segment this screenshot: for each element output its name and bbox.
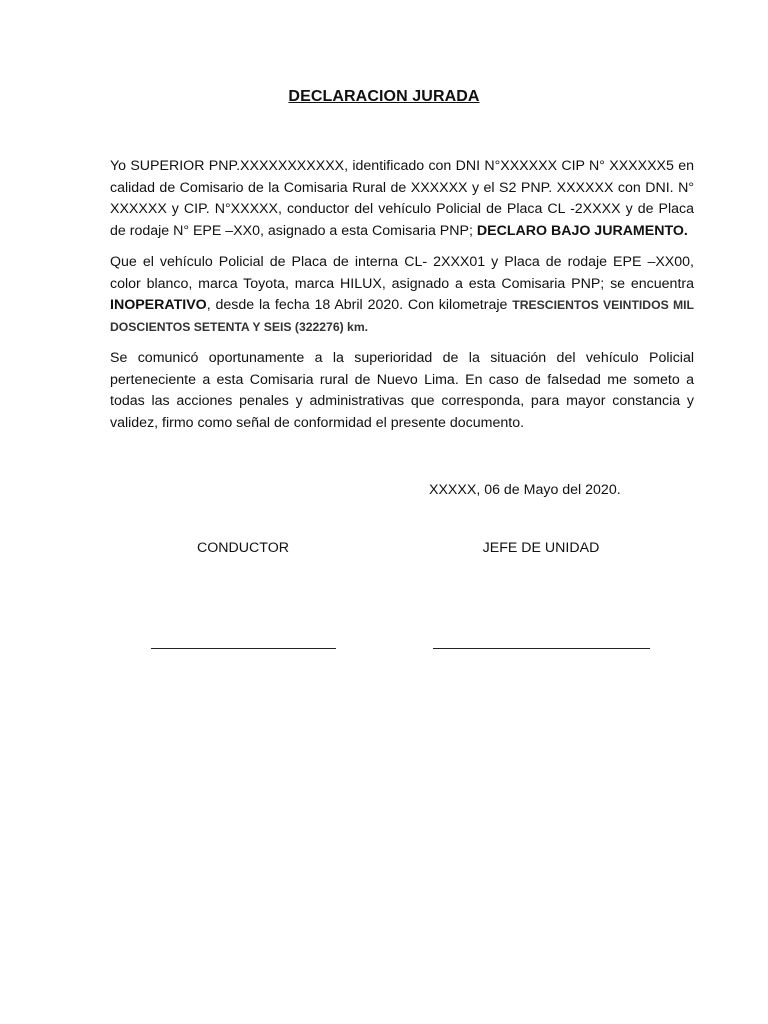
signature-line-jefe xyxy=(433,648,650,649)
paragraph-vehicle-mileage: TRESCIENTOS VEINTIDOS MIL DOSCIENTOS SETENTA Y SEIS (322276) km. xyxy=(110,298,694,334)
signature-line-conductor xyxy=(151,648,336,649)
paragraph-vehicle xyxy=(110,252,694,338)
paragraph-communication: Se comunicó oportunamente a la superioridad de la situación del vehículo Policial perteneciente a esta Comisaria rural de Nuevo Lima. En caso de falsedad me someto a todas las acciones penales y administrativas que corresponda, para mayor constancia y validez, firmo como señal de conformidad el presente documento. xyxy=(110,350,694,431)
paragraph-vehicle-status: INOPERATIVO xyxy=(110,297,207,313)
document-body xyxy=(110,156,694,444)
paragraph-declaration xyxy=(110,156,694,242)
signature-label-jefe: JEFE DE UNIDAD xyxy=(482,540,600,556)
document-title: DECLARACION JURADA xyxy=(288,88,480,105)
place-date: XXXXX, 06 de Mayo del 2020. xyxy=(429,482,621,498)
paragraph-declaration-text: Yo SUPERIOR PNP.XXXXXXXXXXX, identificado con DNI N°XXXXXX CIP N° XXXXXX5 en calidad de Comisario de la Comisaria Rural de XXXXXX y el S2 PNP. XXXXXX con DNI. N° XXXXXX y CIP. N°XXXXX, conductor del vehículo Policial de Placa CL -2XXXX y de Placa de rodaje N° EPE –XX0, asignado a esta Comisaria PNP; xyxy=(110,158,694,239)
paragraph-vehicle-text-b: , desde la fecha 18 Abril 2020. Con kilometraje xyxy=(206,297,513,313)
paragraph-declaration-bold: DECLARO BAJO JURAMENTO. xyxy=(476,222,688,239)
paragraph-vehicle-text-a: Que el vehículo Policial de Placa de interna CL- 2XXX01 y Placa de rodaje EPE –XX00, color blanco, marca Toyota, marca HILUX, asignado a esta Comisaria PNP; se encuentra xyxy=(110,254,694,292)
signature-label-conductor: CONDUCTOR xyxy=(197,540,289,556)
